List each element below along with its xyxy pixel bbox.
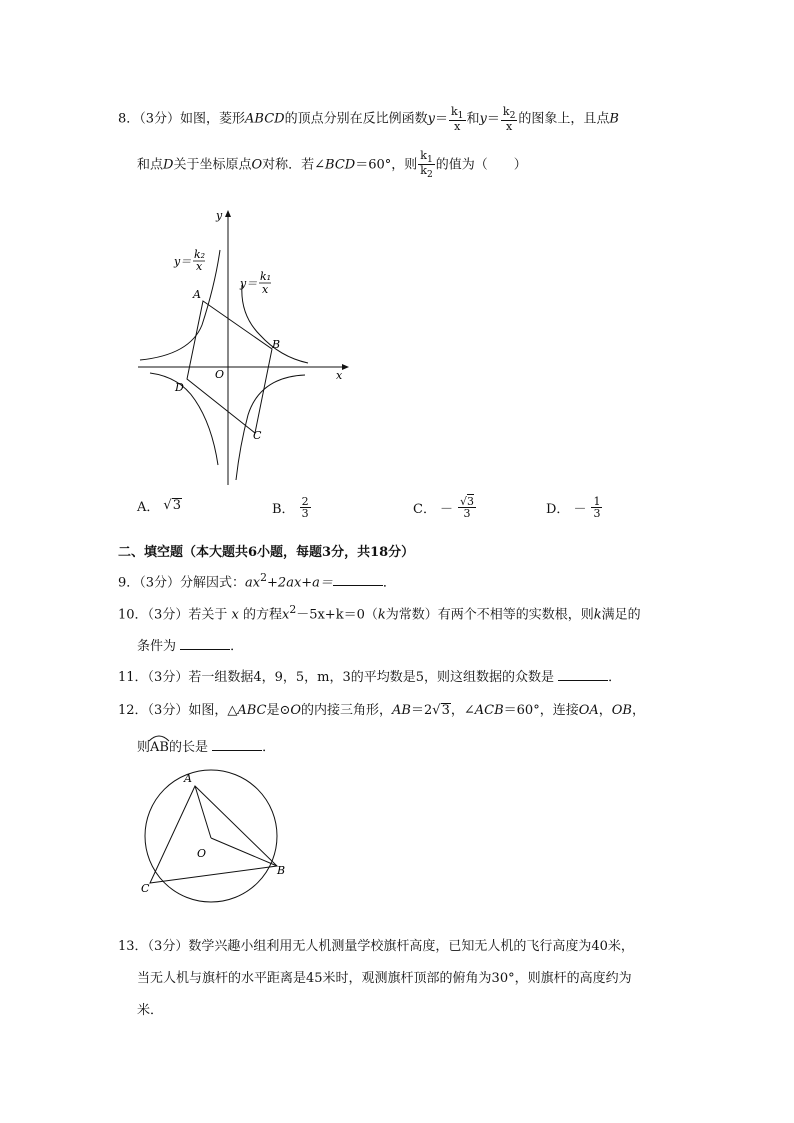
q13-line1: 13．（3分）数学兴趣小组利用无人机测量学校旗杆高度，已知无人机的飞行高度为40米，	[118, 939, 634, 954]
q8-option-d[interactable]	[546, 496, 603, 519]
q11-tail: ．	[608, 670, 622, 685]
curve-k1-q1	[242, 285, 308, 363]
q12-line2	[137, 736, 275, 755]
q11-text: 11．（3分）若一组数据4，9，5，m，3的平均数是5，则这组数据的众数是	[118, 670, 554, 685]
q8-O: O	[251, 157, 263, 173]
q8-option-c[interactable]	[413, 496, 477, 519]
q11-answer-blank[interactable]	[558, 668, 608, 681]
q10-sup: 2	[289, 603, 297, 616]
curve-k2-q4	[236, 375, 305, 480]
q12-t6: ，	[631, 703, 645, 718]
q9-expr-a: ax	[245, 575, 261, 591]
q9-tail: ．	[382, 575, 396, 591]
axis-x-label: x	[336, 369, 343, 382]
q8-bcd: BCD	[325, 157, 356, 173]
opt-b-label: B．	[272, 502, 295, 517]
q9-sup: 2	[260, 571, 268, 584]
q12-tail: ．	[262, 740, 276, 755]
segment-ob	[211, 838, 277, 866]
q10-head: 10．（3分）若关于	[118, 607, 228, 623]
q12-ob: OB	[611, 703, 632, 718]
opt-c-value: $\frac{√3}{3}$	[459, 495, 474, 520]
q9-head: 9．（3分）分解因式：	[118, 575, 246, 591]
q8-frac-ratio: $\frac{k_1}{k_2}$	[420, 149, 433, 181]
q10-t3: 为常数）有两个不相等的实数根，则	[385, 607, 594, 623]
point-D-label: D	[175, 381, 184, 394]
arc-icon	[148, 734, 170, 742]
q10-x: x	[231, 607, 239, 623]
axis-y-label: y	[216, 209, 223, 222]
q12-abc: ABC	[237, 703, 267, 718]
q8-y2: y	[479, 111, 487, 127]
label-right-num: k₁	[260, 270, 272, 283]
q12-t2: 的内接三角形，	[301, 703, 393, 718]
q10-x2: x	[281, 607, 290, 623]
q9-answer-blank[interactable]	[333, 573, 383, 586]
q12-sqrt: √ 3	[432, 703, 450, 718]
q8-line1	[118, 106, 619, 132]
point-A-label: A	[193, 288, 201, 301]
q13-line2: 当无人机与旗杆的水平距离是45米时，观测旗杆顶部的俯角为30°，则旗杆的高度约为	[137, 971, 632, 986]
q10-tail: ．	[230, 639, 244, 654]
point-C-label: C	[141, 882, 150, 895]
q8-B: B	[609, 111, 619, 127]
origin-label: O	[215, 368, 225, 381]
q8-y1: y	[427, 111, 435, 127]
section2-title: 二、填空题（本大题共6小题，每题3分，共18分）	[118, 545, 415, 560]
q12-t3: ＝2	[411, 703, 433, 718]
label-left-num: k₂	[194, 248, 206, 261]
x-axis-arrow	[342, 364, 349, 370]
q9-expr-b: +2ax+a＝	[267, 575, 333, 591]
q8-line2c: 对称．若∠	[262, 157, 326, 173]
q13-line3: 米．	[137, 1003, 164, 1018]
curve-k1-q3	[150, 373, 218, 465]
opt-d-label: D．	[546, 502, 570, 517]
q10-line2-text: 条件为	[137, 639, 177, 654]
q12-t1: 是⊙	[266, 703, 291, 718]
q12-head: 12．（3分）如图，△	[118, 703, 238, 718]
q12-oa: OA	[578, 703, 599, 718]
triangle-abc	[150, 786, 277, 883]
q8-frac-k1: $\frac{k_1}{x}$	[451, 105, 464, 134]
q8-eq2: ＝	[486, 111, 500, 127]
q8-eq1: ＝	[434, 111, 448, 127]
q10-k2: k	[593, 607, 602, 623]
point-C-label: C	[253, 429, 262, 442]
q12-ab: AB	[392, 703, 411, 718]
q12-figure	[135, 768, 295, 903]
opt-b-value: $\frac{2}{3}$	[301, 495, 309, 520]
q9	[118, 571, 396, 590]
label-right-den: x	[262, 283, 269, 296]
q8-head: 8．（3分）如图，菱形	[118, 111, 246, 127]
q12-line1	[118, 699, 645, 718]
q8-frac-k2: $\frac{k_2}{x}$	[502, 105, 516, 134]
point-A-label: A	[184, 772, 192, 785]
q11	[118, 666, 621, 685]
point-B-label: B	[272, 338, 281, 351]
q12-acb: ACB	[474, 703, 504, 718]
q8-line2	[137, 150, 527, 180]
opt-c-label: C．	[413, 502, 436, 517]
q8-line2a: 和点	[137, 157, 164, 173]
q10-t1: 的方程	[242, 607, 282, 623]
q12-line2b: 的长是	[168, 740, 208, 755]
q8-option-b[interactable]	[272, 496, 312, 519]
opt-a-value: √ 3	[163, 497, 181, 513]
q12-comma: ，	[598, 703, 612, 718]
q10-answer-blank[interactable]	[180, 637, 230, 650]
point-O-label: O	[197, 847, 207, 860]
q8-option-a[interactable]	[137, 496, 182, 515]
opt-a-label: A．	[137, 500, 160, 515]
q12-t5: ＝60°，连接	[503, 703, 579, 718]
q10-line1	[118, 603, 641, 622]
opt-c-sign: －	[439, 502, 453, 517]
opt-d-value: $\frac{1}{3}$	[593, 495, 601, 520]
opt-d-sign: －	[573, 502, 587, 517]
label-left-den: x	[196, 260, 203, 273]
q10-line2	[137, 635, 243, 654]
q8-line2d: ＝60°，则	[355, 157, 418, 173]
point-B-label: B	[277, 864, 286, 877]
q8-abcd: ABCD	[245, 111, 285, 127]
label-right-eq: y＝	[240, 277, 258, 290]
y-axis-arrow	[225, 210, 231, 217]
q12-O: O	[290, 703, 302, 718]
circle-o	[145, 770, 277, 902]
q10-t2: －5x+k＝0（	[296, 607, 378, 623]
q8-text1: 的顶点分别在反比例函数	[284, 111, 428, 127]
q12-line2a: 则	[137, 740, 151, 755]
label-left-eq: y＝	[174, 255, 192, 268]
q8-he: 和	[466, 111, 480, 127]
q8-line2b: 关于坐标原点	[173, 157, 252, 173]
q8-text2: 的图象上，且点	[518, 111, 610, 127]
q8-line2e: 的值为（ ）	[435, 157, 527, 173]
q8-graph	[130, 205, 360, 490]
q12-t4: ，∠	[450, 703, 475, 718]
q10-k: k	[377, 607, 386, 623]
q12-answer-blank[interactable]	[212, 738, 262, 751]
q8-D: D	[163, 157, 174, 173]
q10-t4: 满足的	[601, 607, 641, 623]
q12-arc-ab: AB	[150, 740, 169, 755]
